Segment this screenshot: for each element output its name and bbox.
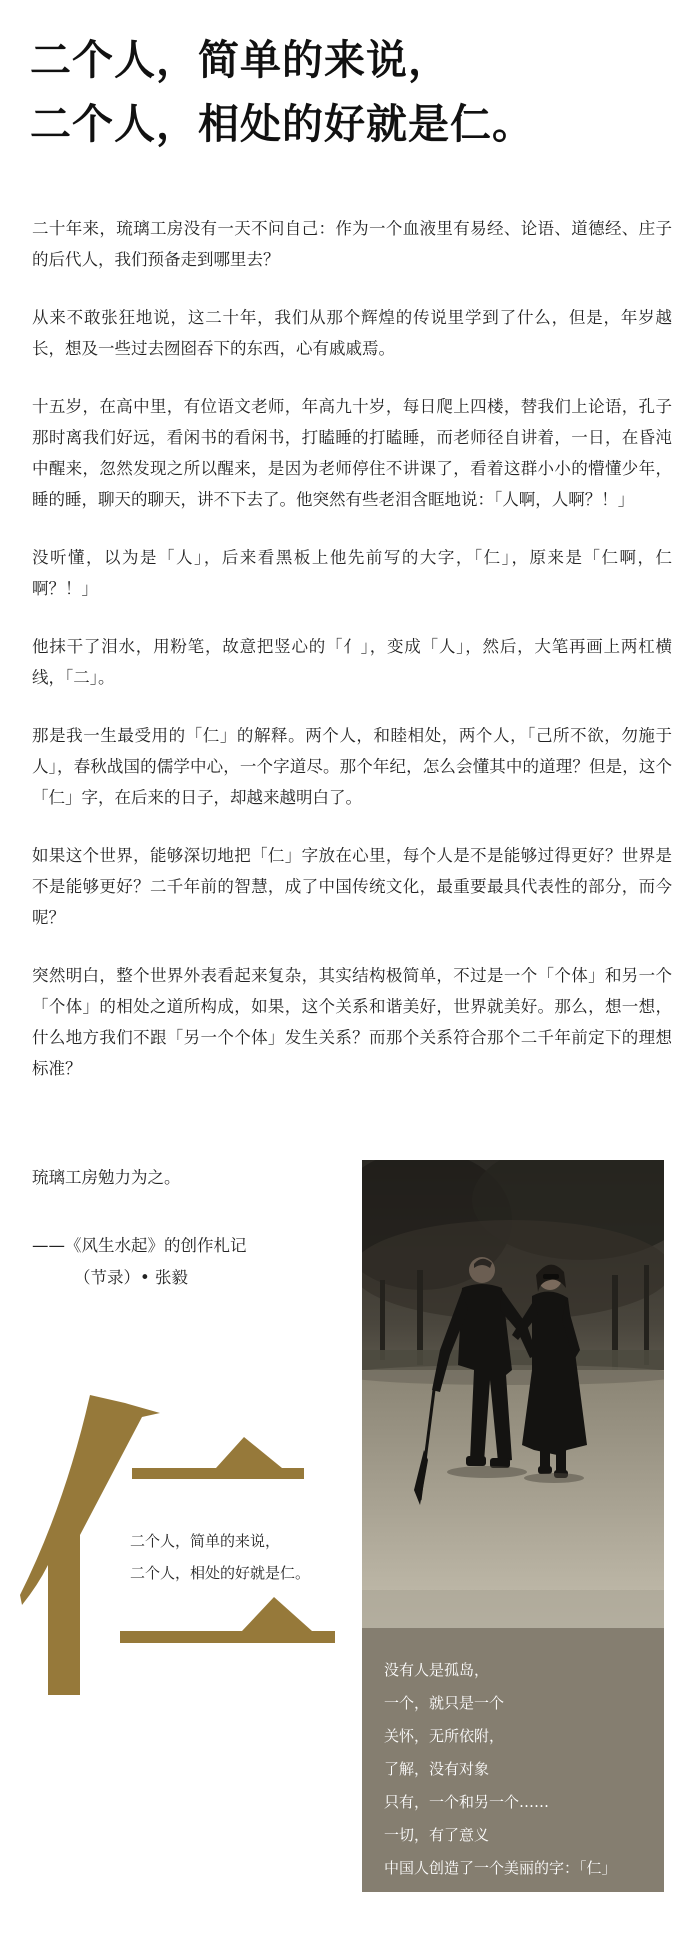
- ren-caption-line-1: 二个人，简单的来说，: [130, 1532, 281, 1550]
- paragraph-3: 十五岁，在高中里，有位语文老师，年高九十岁，每日爬上四楼，替我们上论语，孔子那时离我们好远，看闲书的看闲书，打瞌睡的打瞌睡，而老师径自讲着，一日，在昏沌中醒来，忽然发现之所以醒来，是因为老师停住不讲课了，看着这群小小的懵懂少年，睡的睡，聊天的聊天，讲不下去了。他突然有些老泪含眶地说：「人啊，人啊？！」: [32, 397, 672, 509]
- ren-caption-line-2: 二个人，相处的好就是仁。: [130, 1564, 311, 1582]
- paragraph-7: 如果这个世界，能够深切地把「仁」字放在心里，每个人是不是能够过得更好？世界是不是能够更好？二千年前的智慧，成了中国传统文化，最重要最具代表性的部分，而今呢？: [32, 846, 672, 927]
- paragraph-5: 他抹干了泪水，用粉笔，故意把竖心的「亻」，变成「人」，然后，大笔再画上两杠横线，「二」。: [32, 637, 672, 687]
- poem-line-7: 中国人创造了一个美丽的字：「仁」: [384, 1859, 617, 1877]
- poem-line-4: 了解，没有对象: [384, 1760, 490, 1778]
- signature-line-2: （节录）• 张毅: [74, 1268, 188, 1287]
- paragraph-8: 突然明白，整个世界外表看起来复杂，其实结构极简单，不过是一个「个体」和另一个「个体」的相处之道所构成，如果，这个关系和谐美好，世界就美好。那么，想一想，什么地方我们不跟「另一个个体」发生关系？而那个关系符合那个二千年前定下的理想标准？: [32, 966, 672, 1078]
- photo-illustration: [362, 1160, 664, 1628]
- signature-line-1: ——《风生水起》的创作札记: [32, 1236, 247, 1255]
- paragraph-4: 没听懂，以为是「人」，后来看黑板上他先前写的大字，「仁」，原来是「仁啊，仁啊？！」: [32, 548, 672, 598]
- paragraph-6: 那是我一生最受用的「仁」的解释。两个人，和睦相处，两个人，「己所不欲，勿施于人」，春秋战国的儒学中心，一个字道尽。那个年纪，怎么会懂其中的道理？但是，这个「仁」字，在后来的日子，却越来越明白了。: [32, 726, 672, 807]
- poem-line-5: 只有，一个和另一个……: [384, 1793, 550, 1811]
- poem-line-6: 一切，有了意义: [384, 1826, 490, 1844]
- ren-caption: [130, 1525, 310, 1589]
- headline: [30, 28, 680, 156]
- closing-line: 琉璃工房勉力为之。: [32, 1168, 181, 1187]
- headline-line-2: 二个人，相处的好就是仁。: [30, 100, 534, 148]
- headline-line-1: 二个人，简单的来说，: [30, 36, 450, 84]
- poem-line-1: 没有人是孤岛，: [384, 1661, 490, 1679]
- couple-walking-photo: [362, 1160, 664, 1628]
- poem-line-3: 关怀，无所依附，: [384, 1727, 505, 1745]
- signature: [32, 1230, 247, 1294]
- paragraph-1: 二十年来，琉璃工房没有一天不问自己：作为一个血液里有易经、论语、道德经、庄子的后代人，我们预备走到哪里去？: [32, 219, 672, 269]
- poem-box: [362, 1628, 664, 1892]
- paragraph-2: 从来不敢张狂地说，这二十年，我们从那个辉煌的传说里学到了什么，但是，年岁越长，想及一些过去囫囵吞下的东西，心有戚戚焉。: [32, 308, 672, 358]
- article-body: [32, 213, 672, 1111]
- poem-line-2: 一个，就只是一个: [384, 1694, 505, 1712]
